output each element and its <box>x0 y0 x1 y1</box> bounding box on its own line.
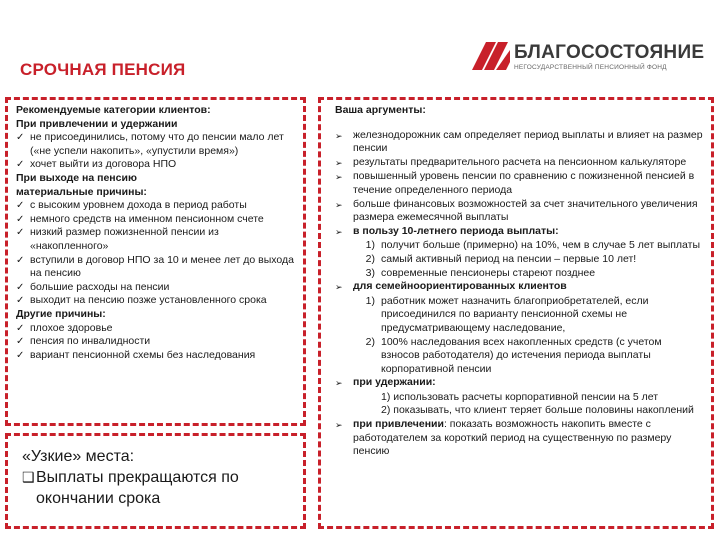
arrow-bullet-icon: ➢ <box>335 199 343 210</box>
list-item: ✓ хочет выйти из договора НПО <box>16 158 177 171</box>
list-item: ➢ повышенный уровень пенсии по сравнению с пожизненной пенсией в течение определенного периода <box>335 170 695 196</box>
list-item: 1) использовать расчеты корпоративной пенсии на 5 лет <box>381 390 659 403</box>
list-item: ✓ плохое здоровье <box>16 321 113 334</box>
material-heading: материальные причины: <box>16 185 147 198</box>
arrow-bullet-icon: ➢ <box>335 226 343 237</box>
check-icon: ✓ <box>16 254 25 266</box>
page-title: СРОЧНАЯ ПЕНСИЯ <box>20 60 186 79</box>
checkbox-bullet-icon: ❑ <box>22 469 35 485</box>
list-item: 3) современные пенсионеры стареют позднее <box>365 266 596 279</box>
list-item: 2) самый активный период на пенсии – первые 10 лет! <box>365 252 637 265</box>
list-item: ✓ не присоединились, потому что до пенсии мало лет («не успели накопить», «упустили время») <box>16 131 284 157</box>
arrow-bullet-icon: ➢ <box>335 282 343 293</box>
arguments-heading: Ваша аргументы: <box>335 104 426 116</box>
list-item: ✓ пенсия по инвалидности <box>16 335 151 348</box>
list-item: ➢ железнодорожник сам определяет период выплаты и влияет на размер пенсии <box>335 128 703 155</box>
list-item: ❑ Выплаты прекращаются по окончании срока <box>22 469 239 507</box>
bottlenecks-title: «Узкие» места: <box>22 448 135 465</box>
list-item: ✓ немного средств на именном пенсионном счете <box>16 212 264 225</box>
list-item: ✓ большие расходы на пенсии <box>16 280 170 293</box>
list-item: ✓ с высоким уровнем дохода в период работы <box>16 199 247 212</box>
check-icon: ✓ <box>16 322 25 334</box>
list-item: ✓ вступили в договор НПО за 10 и менее лет до выхода на пенсию <box>16 253 294 280</box>
check-icon: ✓ <box>16 336 25 348</box>
company-logo <box>470 40 710 74</box>
check-icon: ✓ <box>16 213 25 225</box>
other-heading: Другие причины: <box>16 307 106 320</box>
list-item: ➢ результаты предварительного расчета на пенсионном калькуляторе <box>335 156 703 171</box>
check-icon: ✓ <box>16 132 25 144</box>
arrow-bullet-icon: ➢ <box>335 130 343 141</box>
check-icon: ✓ <box>16 159 25 171</box>
client-categories-box <box>5 97 306 426</box>
list-item: 1) работник может назначить благоприобретателей, если присоединился по варианту пенсионной схемы не предусматривающему наследование, <box>365 294 649 334</box>
payout-heading: При выходе на пенсию <box>16 171 137 184</box>
attract-heading: При привлечении и удержании <box>16 117 178 130</box>
list-item: 1) получит больше (примерно) на 10%, чем в случае 5 лет выплаты <box>365 239 701 252</box>
arguments-box <box>318 97 714 529</box>
categories-heading: Рекомендуемые категории клиентов: <box>16 104 211 116</box>
arrow-bullet-icon: ➢ <box>335 420 343 431</box>
list-item: ➢ больше финансовых возможностей за счет значительного увеличения размера ежемесячной выплаты <box>335 197 698 224</box>
list-item: ➢ при удержании: <box>335 376 703 391</box>
check-icon: ✓ <box>16 281 25 293</box>
attract-label: при привлечении <box>353 418 444 431</box>
check-icon: ✓ <box>16 349 25 361</box>
list-item: ➢ при привлечении: показать возможность накопить вместе с работодателем за короткий период на существенную по размеру пенсию <box>335 418 672 458</box>
list-item: ➢ в пользу 10-летнего периода выплаты: <box>335 225 703 240</box>
check-icon: ✓ <box>16 295 25 307</box>
arrow-bullet-icon: ➢ <box>335 378 343 389</box>
list-item: 2) 100% наследования всех накопленных средств (с учетом взносов работодателя) до истечения периода выплаты корпоративной пенсии <box>365 335 662 375</box>
list-item: ✓ низкий размер пожизненной пенсии из «накопленного» <box>16 226 219 252</box>
arrow-bullet-icon: ➢ <box>335 172 343 183</box>
bottlenecks-box <box>5 433 306 529</box>
logo-subtitle: НЕГОСУДАРСТВЕННЫЙ ПЕНСИОННЫЙ ФОНД <box>514 64 667 71</box>
list-item: ✓ вариант пенсионной схемы без наследования <box>16 348 256 361</box>
list-item: ➢ для семейноориентированных клиентов <box>335 280 703 295</box>
check-icon: ✓ <box>16 227 25 239</box>
list-item: ✓ выходит на пенсию позже установленного срока <box>16 294 267 307</box>
arrow-bullet-icon: ➢ <box>335 157 343 168</box>
check-icon: ✓ <box>16 200 25 212</box>
logo-stripes-icon <box>470 42 510 70</box>
logo-name: БЛАГОСОСТОЯНИЕ <box>514 42 705 63</box>
list-item: 2) показывать, что клиент теряет больше половины накоплений <box>381 404 694 417</box>
